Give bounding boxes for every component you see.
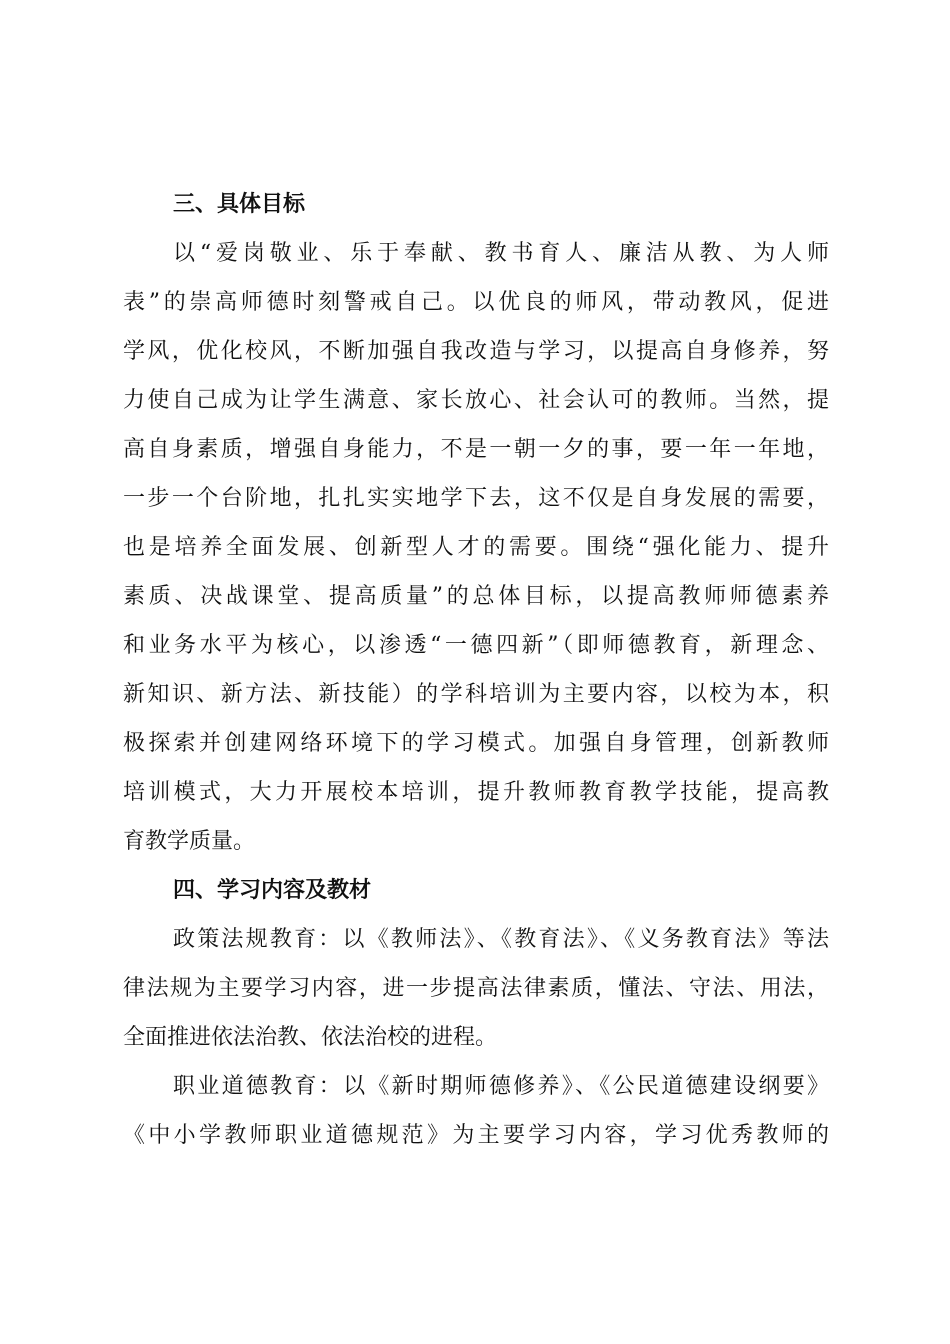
paragraph-specific-goals [123,229,829,866]
paragraph-policy-law-education [123,915,829,1062]
text-line: 培训模式，大力开展校本培训，提升教师教育教学技能，提高教 [123,780,829,805]
section-heading-learning-content: 四、学习内容及教材 [173,878,372,903]
text-line: 表”的崇高师德时刻警戒自己。以优良的师风，带动教风，促进 [123,290,829,315]
text-line: 新知识、新方法、新技能）的学科培训为主要内容，以校为本，积 [123,682,829,707]
text-line: 素质、决战课堂、提高质量”的总体目标，以提高教师师德素养 [123,584,829,609]
text-line: 职业道德教育：以《新时期师德修养》、《公民道德建设纲要》 [173,1074,829,1099]
section-heading-specific-goals: 三、具体目标 [173,192,306,217]
text-line: 育教学质量。 [123,829,256,854]
text-line: 极探索并创建网络环境下的学习模式。加强自身管理，创新教师 [123,731,829,756]
paragraph-professional-ethics-education [123,1062,829,1160]
text-line: 一步一个台阶地，扎扎实实地学下去，这不仅是自身发展的需要， [123,486,829,511]
text-line: 学风，优化校风，不断加强自我改造与学习，以提高自身修养，努 [123,339,829,364]
text-line: 力使自己成为让学生满意、家长放心、社会认可的教师。当然，提 [123,388,829,413]
text-line: 以“爱岗敬业、乐于奉献、教书育人、廉洁从教、为人师 [173,241,829,266]
text-line: 律法规为主要学习内容，进一步提高法律素质，懂法、守法、用法， [123,976,829,1001]
text-line: 和业务水平为核心，以渗透“一德四新”（即师德教育，新理念、 [123,633,829,658]
text-line: 全面推进依法治教、依法治校的进程。 [123,1025,498,1050]
text-line: 也是培养全面发展、创新型人才的需要。围绕“强化能力、提升 [123,535,829,560]
text-line: 政策法规教育：以《教师法》、《教育法》、《义务教育法》等法 [173,927,829,952]
text-line: 高自身素质，增强自身能力，不是一朝一夕的事，要一年一年地， [123,437,829,462]
text-line: 《中小学教师职业道德规范》为主要学习内容，学习优秀教师的 [123,1123,829,1148]
document-body [123,180,829,1160]
